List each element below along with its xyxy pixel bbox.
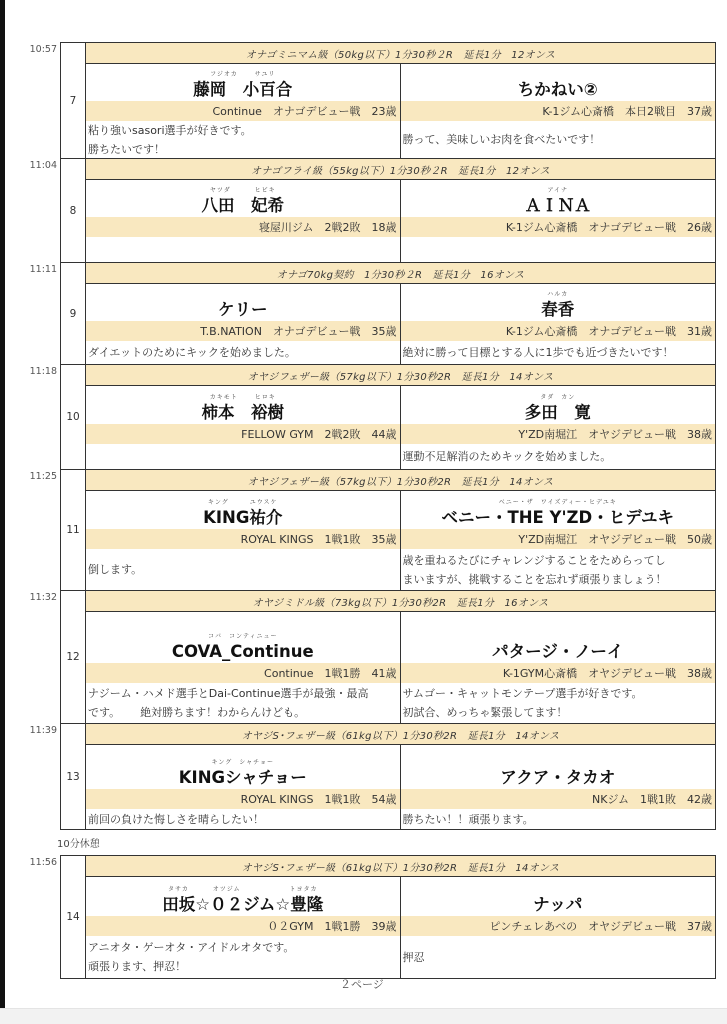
- name-area: [401, 284, 716, 321]
- name-area: [86, 64, 400, 101]
- fighter-info: T.B.NATION オナゴデビュー戦 35歳: [86, 321, 400, 341]
- fighter-name: COVA_Continue: [171, 642, 314, 661]
- comment-line: 運動不足解消のためキックを始めました。: [402, 450, 612, 463]
- bout-9: [29, 262, 716, 365]
- red-corner: [86, 64, 401, 158]
- fighter-comment: [401, 341, 716, 364]
- fighter-name: ベニー・THE Y'ZD・ヒデユキ: [441, 508, 675, 527]
- fighter-comment: [86, 809, 400, 829]
- fighter-comment: [401, 549, 716, 590]
- fighter-info: K-1ジム心斎橋 オナゴデビュー戦 31歳: [401, 321, 716, 341]
- blue-corner: [401, 180, 716, 262]
- fighters-row: [86, 745, 715, 829]
- bout-12: [29, 590, 716, 724]
- bout-time: 10:57: [29, 44, 57, 55]
- red-corner: [86, 612, 401, 723]
- bout-number: 8: [60, 158, 86, 263]
- bout-7: [29, 42, 716, 159]
- fighter-info: ROYAL KINGS 1戦1敗 54歳: [86, 789, 400, 809]
- document-page: [5, 0, 727, 1008]
- fighter-name: 田坂☆０２ジム☆豊隆: [162, 895, 324, 914]
- bout-number: 11: [60, 469, 86, 591]
- bout-number: 9: [60, 262, 86, 365]
- fighter-name: 藤岡 小百合: [193, 80, 293, 99]
- fighter-info: Y'ZD南堀江 オヤジデビュー戦 38歳: [401, 424, 716, 444]
- fighters-row: [86, 386, 715, 469]
- weight-class: オヤジフェザー級（57kg以下）1分30秒2R 延長1分 14オンス: [86, 470, 715, 491]
- bout-11: [29, 469, 716, 591]
- name-area: [86, 877, 400, 916]
- comment-line: 歳を重ねるたびにチャレンジすることをためらってし: [402, 553, 666, 567]
- bout-14: [29, 855, 716, 979]
- blue-corner: [401, 284, 716, 364]
- comment-line: 絶対に勝って目標とする人に1歩でも近づきたいです！: [402, 346, 674, 359]
- fighters-row: [86, 491, 715, 590]
- bout-content: [86, 723, 716, 830]
- blue-corner: [401, 386, 716, 469]
- name-area: [86, 745, 400, 789]
- fighter-name: ちかねい②: [517, 80, 598, 99]
- comment-line: ナジーム・ハメド選手とDai-Continue選手が最強・最高: [88, 687, 369, 700]
- weight-class: オナゴミニマム級（50kg以下）1分30秒２R 延長1分 12オンス: [86, 43, 715, 64]
- fighter-ruby: キング シャチョー: [211, 759, 275, 766]
- name-area: [401, 745, 716, 789]
- red-corner: [86, 745, 401, 829]
- bout-time: 11:18: [29, 366, 57, 377]
- fighter-info: NKジム 1戦1敗 42歳: [401, 789, 716, 809]
- fighter-info: 寝屋川ジム 2戦2敗 18歳: [86, 217, 400, 237]
- name-area: [86, 284, 400, 321]
- bout-content: [86, 158, 716, 263]
- fighter-ruby: キング ユウスケ: [207, 499, 278, 506]
- name-area: [401, 386, 716, 424]
- bout-time: 11:32: [29, 592, 57, 603]
- bout-content: [86, 590, 716, 724]
- comment-line: 初試合、めっちゃ緊張してます！: [402, 706, 568, 719]
- bout-number: 7: [60, 42, 86, 159]
- fighter-name: アクア・タカオ: [500, 768, 616, 787]
- fighter-name: 春香: [541, 300, 575, 319]
- fighter-name: パタージ・ノーイ: [492, 642, 624, 661]
- fighter-comment: [401, 809, 716, 829]
- fighter-ruby: カキモト ヒロキ: [209, 394, 276, 401]
- name-area: [86, 180, 400, 217]
- bout-number: 13: [60, 723, 86, 830]
- bout-time: 11:25: [29, 471, 57, 482]
- bout-time: 11:11: [29, 264, 57, 275]
- weight-class: オナゴフライ級（55kg以下）1分30秒２R 延長1分 12オンス: [86, 159, 715, 180]
- fighter-info: Continue 1戦1勝 41歳: [86, 663, 400, 683]
- weight-class: オヤジS･フェザー級（61kg以下）1分30秒2R 延長1分 14オンス: [86, 856, 715, 877]
- fighter-ruby: タダ カン: [540, 394, 576, 401]
- fighter-ruby: アイナ: [547, 187, 568, 194]
- comment-line: です。 絶対勝ちます！わからんけども。: [88, 706, 306, 719]
- comment-line: 勝って、美味しいお肉を食べたいです！: [402, 133, 601, 146]
- bout-content: [86, 364, 716, 470]
- fighter-info: ０２GYM 1戦1勝 39歳: [86, 916, 400, 936]
- fighter-name: ケリー: [218, 300, 268, 319]
- fighter-name: 柿本 裕樹: [201, 403, 284, 422]
- fighter-name: ナッパ: [533, 895, 583, 914]
- name-area: [401, 877, 716, 916]
- name-area: [86, 386, 400, 424]
- fighters-row: [86, 877, 715, 978]
- blue-corner: [401, 64, 716, 158]
- bout-content: [86, 855, 716, 979]
- bout-content: [86, 469, 716, 591]
- blue-corner: [401, 745, 716, 829]
- fighter-info: Y'ZD南堀江 オヤジデビュー戦 50歳: [401, 529, 716, 549]
- break-label: 10分休憩: [57, 839, 100, 850]
- fighter-comment: [86, 121, 400, 159]
- comment-line: 頑張ります、押忍！: [88, 960, 187, 973]
- fighter-info: K-1ジム心斎橋 本日2戦目 37歳: [401, 101, 716, 121]
- comment-line: 勝ちたい！！頑張ります。: [402, 812, 534, 826]
- comment-line: アニオタ・ゲーオタ・アイドルオタです。: [88, 941, 295, 954]
- red-corner: [86, 284, 401, 364]
- fighter-ruby: タサカ オツジム トヨタカ: [167, 886, 318, 893]
- fighter-name: 八田 妃希: [201, 196, 284, 215]
- bout-content: [86, 262, 716, 365]
- bout-time: 11:56: [29, 857, 57, 868]
- fighter-comment: [86, 444, 400, 469]
- bout-8: [29, 158, 716, 263]
- name-area: [401, 180, 716, 217]
- fighter-ruby: フジオカ サユリ: [210, 71, 276, 78]
- bout-time: 11:04: [29, 160, 57, 171]
- fighter-info: Continue オナゴデビュー戦 23歳: [86, 101, 400, 121]
- comment-line: サムゴー・キャットモンテープ選手が好きです。: [402, 687, 643, 700]
- fighter-ruby: ヤツダ ヒビキ: [209, 187, 276, 194]
- fighter-name: KING祐介: [203, 508, 283, 527]
- fighters-row: [86, 612, 715, 723]
- name-area: [401, 612, 716, 663]
- comment-line: 勝ちたいです！: [88, 143, 165, 156]
- bout-content: [86, 42, 716, 159]
- weight-class: オナゴ70kg契約 1分30秒２R 延長1分 16オンス: [86, 263, 715, 284]
- name-area: [401, 491, 716, 529]
- blue-corner: [401, 491, 716, 590]
- fighters-row: [86, 180, 715, 262]
- fighter-info: ピンチェレあべの オヤジデビュー戦 37歳: [401, 916, 716, 936]
- name-area: [401, 64, 716, 101]
- fighter-comment: [86, 683, 400, 723]
- weight-class: オヤジミドル級（73kg以下）1分30秒2R 延長1分 16オンス: [86, 591, 715, 612]
- red-corner: [86, 877, 401, 978]
- bout-time: 11:39: [29, 725, 57, 736]
- fighter-info: FELLOW GYM 2戦2敗 44歳: [86, 424, 400, 444]
- fighter-comment: [86, 237, 400, 262]
- fighter-info: K-1ジム心斎橋 オナゴデビュー戦 26歳: [401, 217, 716, 237]
- fighter-comment: [401, 936, 716, 978]
- blue-corner: [401, 877, 716, 978]
- fighter-comment: [86, 549, 400, 590]
- bout-number: 10: [60, 364, 86, 470]
- comment-line: ダイエットのためにキックを始めました。: [88, 346, 296, 359]
- fighter-name: ＡＩＮＡ: [524, 196, 591, 215]
- fighter-name: 多田 寛: [524, 403, 591, 422]
- fighter-ruby: ベニー・ザ ワイズディー・ヒデユキ: [498, 499, 617, 506]
- red-corner: [86, 180, 401, 262]
- fighters-row: [86, 284, 715, 364]
- red-corner: [86, 386, 401, 469]
- weight-class: オヤジS･フェザー級（61kg以下）1分30秒2R 延長1分 14オンス: [86, 724, 715, 745]
- name-area: [86, 491, 400, 529]
- weight-class: オヤジフェザー級（57kg以下）1分30秒2R 延長1分 14オンス: [86, 365, 715, 386]
- fighter-ruby: ハルカ: [547, 291, 569, 298]
- page-number-label: ２ページ: [340, 978, 384, 991]
- viewer-bottom-bar: [0, 1008, 727, 1024]
- fighter-comment: [401, 121, 716, 158]
- comment-line: 前回の負けた悔しさを晴らしたい！: [88, 812, 264, 826]
- bout-13: [29, 723, 716, 830]
- fighter-ruby: コバ コンティニュー: [207, 633, 278, 640]
- fighter-name: KINGシャチョー: [178, 768, 307, 787]
- bout-10: [29, 364, 716, 470]
- fighter-info: K-1GYM心斎橋 オヤジデビュー戦 38歳: [401, 663, 716, 683]
- fighter-comment: [401, 444, 716, 469]
- bout-number: 12: [60, 590, 86, 724]
- fighter-comment: [401, 237, 716, 262]
- comment-line: 倒します。: [88, 563, 143, 576]
- fighter-comment: [401, 683, 716, 723]
- comment-line: 押忍: [402, 950, 425, 964]
- fighter-info: ROYAL KINGS 1戦1敗 35歳: [86, 529, 400, 549]
- blue-corner: [401, 612, 716, 723]
- name-area: [86, 612, 400, 663]
- red-corner: [86, 491, 401, 590]
- fighters-row: [86, 64, 715, 158]
- comment-line: 粘り強いsasori選手が好きです。: [88, 124, 252, 137]
- fighter-comment: [86, 936, 400, 978]
- bout-number: 14: [60, 855, 86, 979]
- fighter-comment: [86, 341, 400, 364]
- comment-line: まいますが、挑戦することを忘れず頑張りましょう！: [402, 572, 667, 586]
